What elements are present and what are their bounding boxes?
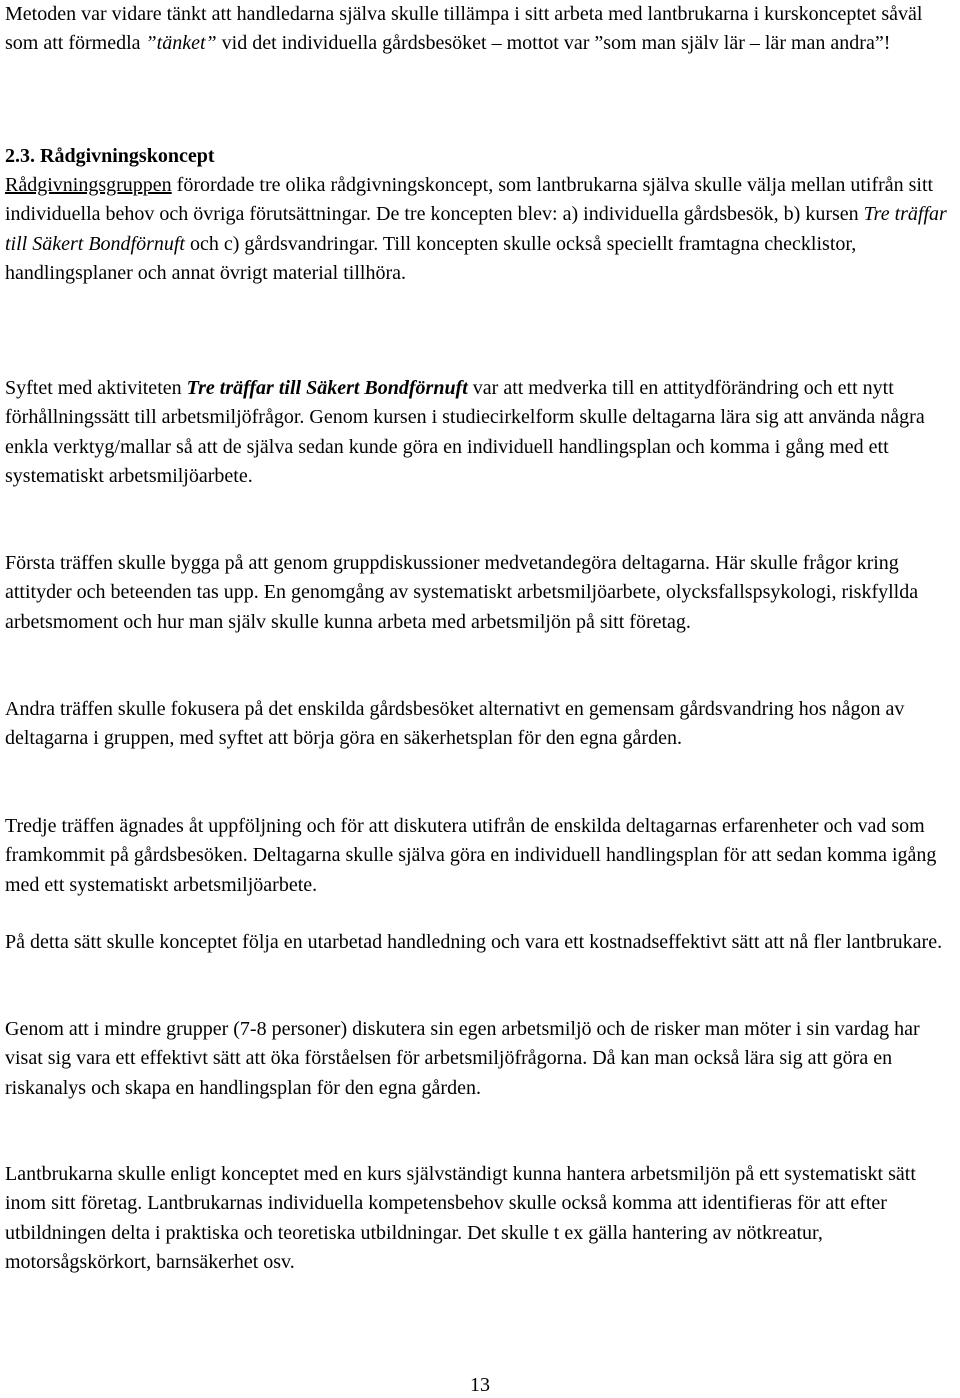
p1-text-a: förordade tre olika rådgivningskoncept, som lantbrukarna själva skulle välja mellan utifrån sitt individuella behov och övriga förutsättningar. De tre koncepten blev: a) individuella gårdsbesök, b) kursen: [5, 174, 934, 226]
section-number: 2.3.: [5, 145, 35, 167]
section-title: Rådgivningskoncept: [40, 145, 215, 167]
paragraph-syftet: [5, 374, 957, 491]
paragraph-kostnadseffektivt: På detta sätt skulle konceptet följa en utarbetad handledning och vara ett kostnadseffektivt sätt att nå fler lantbrukare.: [5, 931, 943, 953]
paragraph-lantbrukarna: Lantbrukarna skulle enligt konceptet med en kurs självständigt kunna hantera arbetsmiljön på ett systematiskt sätt inom sitt företag. Lantbrukarnas individuella kompetensbehov skulle också komma att identifieras för att efter utbildningen delta i praktiska och teoretiska utbildningar. Det skulle t ex gälla hantering av nötkreatur, motorsågskörkort, barnsäkerhet osv.: [5, 1163, 916, 1273]
section-heading: [5, 142, 215, 171]
page-number: 13: [470, 1374, 490, 1396]
p2-text-b: var att medverka till en attitydförändring och ett nytt förhållningssätt till arbetsmiljöfrågor. Genom kursen i studiecirkelform skulle deltagarna lära sig att använda några enkla verktyg/mallar så att de själva sedan kunde göra en individuell handlingsplan och komma i gång med ett systematiskt arbetsmiljöarbete.: [5, 377, 925, 487]
intro-text-b: vid det individuella gårdsbesöket – mottot var ”som man själv lär – lär man andra”!: [216, 32, 891, 55]
paragraph-radgivningsgruppen: [5, 171, 957, 288]
p2-text-a: Syftet med aktiviteten: [5, 377, 187, 399]
intro-text-a: Metoden var vidare tänkt att handledarna själva skulle tillämpa i sitt arbeta med lantbrukarna i kurskonceptet såväl som att förmedla: [5, 3, 923, 55]
course-name-bold-italic: Tre träffar till Säkert Bondförnuft: [186, 377, 468, 399]
p1-text-b: och c) gårdsvandringar. Till koncepten skulle också speciellt framtagna checklistor, handlingsplaner och annat övrigt material tillhöra.: [5, 232, 857, 284]
intro-tanket: ”tänket”: [145, 32, 217, 55]
underlined-term: Rådgivningsgruppen: [5, 174, 172, 196]
paragraph-andra-traffen: Andra träffen skulle fokusera på det enskilda gårdsbesöket alternativt en gemensam gårdsvandring hos någon av deltagarna i gruppen, med syftet att börja göra en säkerhetsplan för den egna gården.: [5, 698, 905, 750]
intro-paragraph: [5, 0, 957, 59]
paragraph-tredje-traffen: Tredje träffen ägnades åt uppföljning och för att diskutera utifrån de enskilda deltagarnas erfarenheter och vad som framkommit på gårdsbesöken. Deltagarna skulle själva göra en individuell handlingsplan för att sedan komma igång med ett systematiskt arbetsmiljöarbete.: [5, 815, 937, 896]
course-name-italic: Tre träffar till Säkert Bondförnuft: [5, 203, 947, 255]
paragraph-mindre-grupper: Genom att i mindre grupper (7-8 personer) diskutera sin egen arbetsmiljö och de risker man möter i sin vardag har visat sig vara ett effektivt sätt att öka förståelsen för arbetsmiljöfrågorna. Då kan man också lära sig att göra en riskanalys och skapa en handlingsplan för den egna gården.: [5, 1018, 920, 1099]
paragraph-forsta-traffen: Första träffen skulle bygga på att genom gruppdiskussioner medvetandegöra deltagarna. Här skulle frågor kring attityder och beteenden tas upp. En genomgång av systematiskt arbetsmiljöarbete, olycksfallspsykologi, riskfyllda arbetsmoment och hur man själv skulle kunna arbeta med arbetsmiljön på sitt företag.: [5, 552, 919, 633]
